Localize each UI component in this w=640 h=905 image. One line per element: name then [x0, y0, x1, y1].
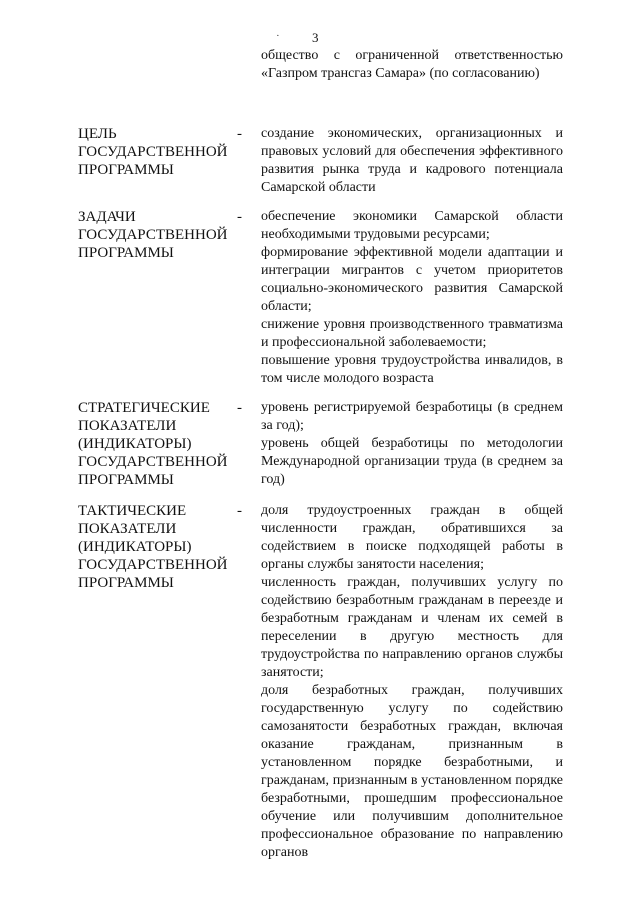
label-line: ГОСУДАРСТВЕННОЙ [78, 144, 228, 160]
section-dash: - [237, 209, 242, 225]
section-paragraph: доля трудоустроенных граждан в общей численности граждан, обратившихся за содействием в поиске подходящей работы в органы службы занятости населения; [261, 503, 563, 572]
section-paragraph: формирование эффективной модели адаптации и интеграции мигрантов с учетом приоритетов социально-экономического развития Самарской области; [261, 245, 563, 314]
label-line: ПРОГРАММЫ [78, 162, 174, 178]
intro-paragraph: общество с ограниченной ответственностью «Газпром трансгаз Самара» (по согласованию) [261, 48, 563, 81]
label-line: (ИНДИКАТОРЫ) [78, 436, 192, 452]
section-paragraph: повышение уровня трудоустройства инвалидов, в том числе молодого возраста [261, 353, 563, 386]
section-dash: - [237, 400, 242, 416]
section-body [261, 125, 563, 197]
section-paragraph: создание экономических, организационных и правовых условий для обеспечения эффективного развития рынка труда и кадрового потенциала Самарской области [261, 126, 563, 195]
label-line: ГОСУДАРСТВЕННОЙ [78, 557, 228, 573]
section-body [261, 399, 563, 489]
section-paragraph: численность граждан, получивших услугу по содействию безработным гражданам в переезде и безработным гражданам и членам их семей в переселении в другую местность для трудоустройства по направлению органов службы занятости; [261, 575, 563, 680]
label-line: ГОСУДАРСТВЕННОЙ [78, 454, 228, 470]
intro-text [261, 47, 563, 83]
section-label [78, 399, 248, 489]
section-body [261, 208, 563, 388]
label-line: ЦЕЛЬ [78, 126, 117, 142]
section-label [78, 125, 248, 179]
label-line: ПОКАЗАТЕЛИ [78, 418, 177, 434]
page-number: 3 [312, 30, 319, 45]
section-label [78, 502, 248, 592]
section-paragraph: уровень общей безработицы по методологии Международной организации труда (в среднем за год) [261, 436, 563, 487]
label-line: СТРАТЕГИЧЕСКИЕ [78, 400, 210, 416]
scan-dot: · [276, 30, 280, 42]
label-line: ЗАДАЧИ [78, 209, 136, 225]
section-dash: - [237, 503, 242, 519]
section-paragraph: обеспечение экономики Самарской области необходимыми трудовыми ресурсами; [261, 209, 563, 242]
section-paragraph: снижение уровня производственного травматизма и профессиональной заболеваемости; [261, 317, 563, 350]
section-dash: - [237, 126, 242, 142]
label-line: ПРОГРАММЫ [78, 472, 174, 488]
label-line: ПРОГРАММЫ [78, 575, 174, 591]
section-body [261, 502, 563, 862]
label-line: ГОСУДАРСТВЕННОЙ [78, 227, 228, 243]
section-paragraph: уровень регистрируемой безработицы (в среднем за год); [261, 400, 563, 433]
section-paragraph: доля безработных граждан, получивших государственную услугу по содействию самозанятости безработных граждан, включая оказание гражданам, признанным в установленном порядке безработными, и гражданам, признанным в установленном порядке безработными, прошедшим профессиональное обучение или получившим дополнительное профессиональное образование по направлению органов [261, 683, 563, 860]
label-line: ПОКАЗАТЕЛИ [78, 521, 177, 537]
label-line: ПРОГРАММЫ [78, 245, 174, 261]
label-line: ТАКТИЧЕСКИЕ [78, 503, 187, 519]
section-label [78, 208, 248, 262]
label-line: (ИНДИКАТОРЫ) [78, 539, 192, 555]
